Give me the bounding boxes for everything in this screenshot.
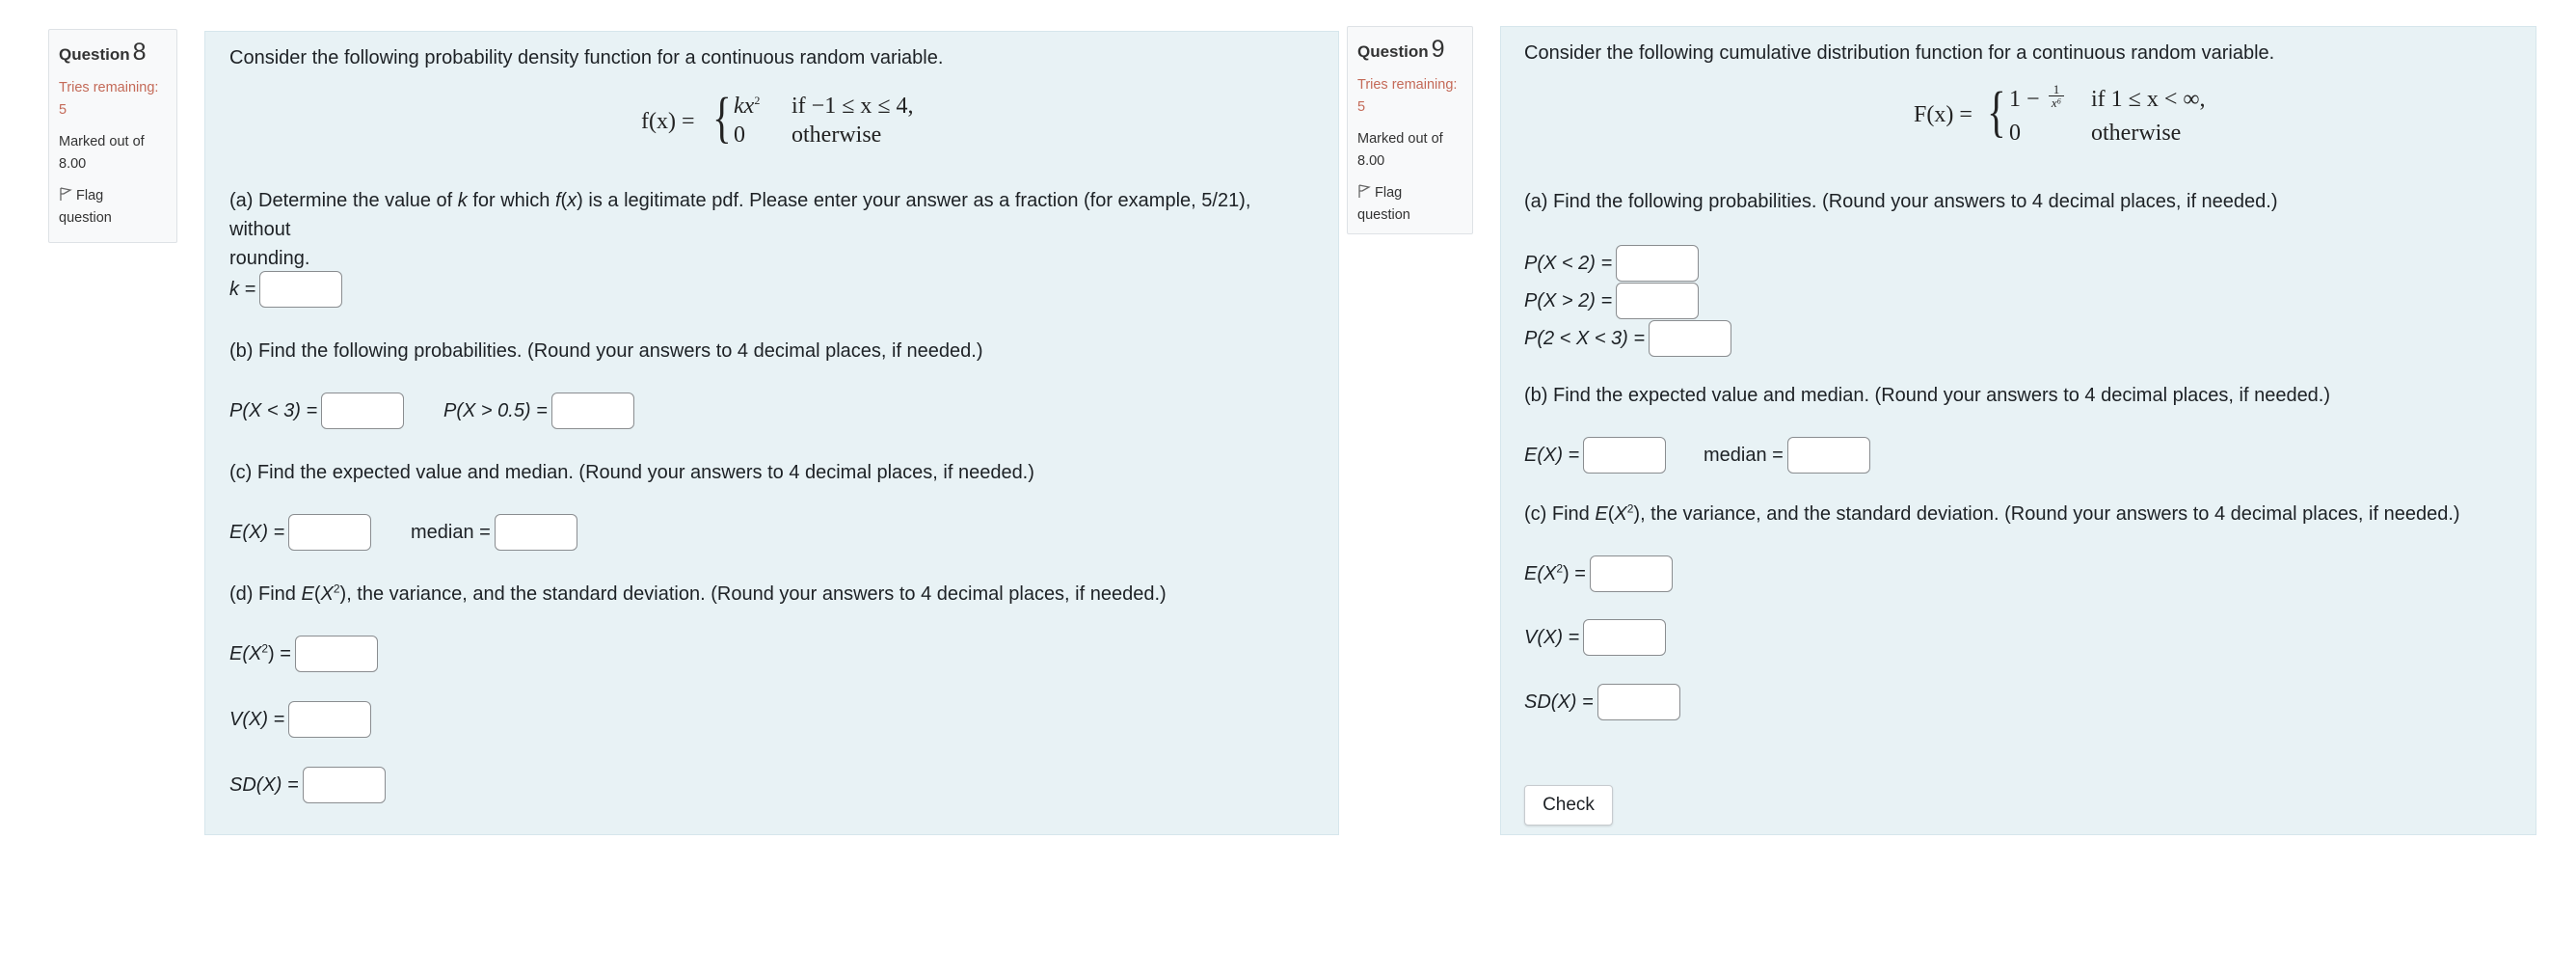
label: ) = (1563, 563, 1586, 584)
tries-value: 5 (1357, 99, 1366, 115)
text: is a legitimate pdf. Please enter your answer as a fraction (for example, 5/21), without (229, 190, 1251, 240)
p-gt-05-input[interactable] (551, 393, 634, 429)
q9-median-field (1704, 437, 1870, 474)
text: (d) Find (229, 583, 302, 605)
var-x: X (320, 583, 334, 605)
tries-value: 5 (59, 102, 67, 118)
formula-case2-cond: otherwise (792, 122, 882, 148)
q9-ex-field (1524, 437, 1666, 474)
formula-case2-expr: 0 (734, 122, 745, 148)
check-button[interactable]: Check (1524, 785, 1613, 826)
q9-content-panel (1500, 26, 2536, 835)
exp: 2 (1626, 501, 1634, 516)
vx-label: V(X) = (1524, 627, 1580, 648)
exp: 2 (1556, 561, 1564, 576)
q9-part-c-text: (c) Find $E(X^2)$, the variance, and the standard deviation. (Round your answers to 4 decimal places, if needed.) (1524, 501, 2460, 525)
q9-question-number (1357, 36, 1462, 63)
p-lt-3-input[interactable] (321, 393, 404, 429)
p-gt-05-label: P(X > 0.5) = (443, 400, 548, 421)
sdx-label: SD(X) = (229, 774, 299, 796)
vx-input[interactable] (288, 701, 371, 738)
q8-sdx-field (229, 767, 386, 803)
var-x: x (567, 190, 577, 211)
marked-label: Marked out of (59, 134, 145, 149)
q9-p-gt-2-field (1524, 283, 1699, 319)
tries-label: Tries remaining: (59, 80, 159, 95)
label: ) = (268, 643, 291, 664)
q8-vx-field (229, 701, 371, 738)
p-2-to-3-input[interactable] (1649, 320, 1731, 357)
q8-p-lt-3-field (229, 393, 404, 429)
q8-ex2-field (229, 636, 378, 672)
formula-lhs: F(x) = (1914, 102, 1972, 127)
flag-label-2: question (1357, 207, 1410, 223)
q8-part-d-text: (d) Find $E(X^2)$, the variance, and the standard deviation. (Round your answers to 4 decimal places, if needed.) (229, 582, 1167, 605)
formula-case2-expr: 0 (2009, 121, 2021, 146)
q9-marked-out-of (1357, 128, 1462, 173)
vx-label: V(X) = (229, 709, 285, 730)
q8-p-gt-05-field (443, 393, 634, 429)
flag-icon (59, 187, 72, 202)
text: rounding. (229, 248, 310, 269)
ex2-label (229, 639, 291, 668)
formula-brace: { (712, 86, 732, 149)
q8-ex-field (229, 514, 371, 551)
formula-case2-cond: otherwise (2091, 121, 2182, 146)
tries-label: Tries remaining: (1357, 77, 1458, 93)
var-k: k (457, 190, 468, 211)
p-gt-2-label: P(X > 2) = (1524, 290, 1613, 311)
denominator: x⁶ (2051, 95, 2062, 110)
q9-cdf-formula (1914, 80, 2241, 157)
text: (a) Determine the value of (229, 190, 458, 211)
q8-part-a-text: (a) Determine the value of k for which f(x) is a legitimate pdf. Please enter your answer as a fraction (for example, 5/21), without rounding. (229, 190, 1251, 269)
sdx-label: SD(X) = (1524, 691, 1594, 713)
exp: 2 (333, 582, 340, 596)
flag-label-2: question (59, 210, 112, 226)
q8-question-number (59, 41, 167, 66)
p-lt-2-input[interactable] (1616, 245, 1699, 282)
vx-input[interactable] (1583, 619, 1666, 656)
question-number: 9 (1431, 36, 1445, 63)
question-number: 8 (132, 39, 147, 66)
q9-p-2-to-3-field (1524, 320, 1731, 357)
text: (c) Find (1524, 503, 1596, 525)
var-f: f (554, 190, 561, 211)
case1-expr: kx (734, 94, 755, 119)
q9-flag-question-button[interactable] (1357, 182, 1462, 227)
formula-brace: { (1987, 80, 2006, 143)
q9-tries-remaining (1357, 74, 1462, 119)
sdx-input[interactable] (303, 767, 386, 803)
q9-ex2-field (1524, 555, 1673, 592)
q8-flag-question-button[interactable] (59, 185, 167, 230)
marked-value: 8.00 (59, 156, 87, 172)
label: E(X (1524, 563, 1557, 584)
ex2-input[interactable] (1590, 555, 1673, 592)
median-input[interactable] (1787, 437, 1870, 474)
flag-label: Flag (76, 188, 104, 203)
q8-part-b-text: (b) Find the following probabilities. (Round your answers to 4 decimal places, if needed.) (229, 340, 983, 362)
ex-label: E(X) = (229, 522, 285, 543)
q8-info-box (48, 29, 177, 243)
ex-label: E(X) = (1524, 445, 1580, 466)
var-x: X (1614, 503, 1627, 525)
marked-label: Marked out of (1357, 131, 1443, 147)
ex-input[interactable] (1583, 437, 1666, 474)
q9-intro-text: Consider the following cumulative distribution function for a continuous random variable. (1524, 42, 2275, 64)
p-lt-3-label: P(X < 3) = (229, 400, 318, 421)
p-2-to-3-label: P(2 < X < 3) = (1524, 328, 1646, 349)
formula-lhs: f(x) = (641, 109, 695, 134)
formula-case1-expr (734, 92, 760, 121)
q8-content-panel (204, 31, 1339, 835)
text: , the variance, and the standard deviation. (Round your answers to 4 decimal places, if needed.) (346, 583, 1167, 605)
q8-tries-remaining (59, 77, 167, 122)
ex-input[interactable] (288, 514, 371, 551)
q8-pdf-formula (641, 86, 969, 159)
p-gt-2-input[interactable] (1616, 283, 1699, 319)
flag-label: Flag (1375, 185, 1403, 201)
q9-part-b-text: (b) Find the expected value and median. (Round your answers to 4 decimal places, if needed.) (1524, 385, 2331, 406)
q9-part-a-text: (a) Find the following probabilities. (Round your answers to 4 decimal places, if needed.) (1524, 191, 2278, 212)
text: for which (467, 190, 555, 211)
p-lt-2-label: P(X < 2) = (1524, 253, 1613, 274)
median-input[interactable] (495, 514, 577, 551)
q8-marked-out-of (59, 131, 167, 176)
formula-case1-expr: 1 − (2009, 87, 2040, 112)
var-e: E (301, 583, 314, 605)
case1-exp: 2 (754, 94, 761, 107)
q8-part-c-text: (c) Find the expected value and median. (Round your answers to 4 decimal places, if needed.) (229, 462, 1034, 483)
q9-vx-field (1524, 619, 1666, 656)
median-label: median = (411, 522, 491, 543)
question-label: Question (1357, 42, 1429, 61)
var-e: E (1595, 503, 1608, 525)
q9-p-lt-2-field (1524, 245, 1699, 282)
median-label: median = (1704, 445, 1784, 466)
q8-intro-text: Consider the following probability density function for a continuous random variable. (229, 47, 944, 68)
q9-sdx-field (1524, 684, 1680, 720)
formula-case1-cond: if 1 ≤ x < ∞, (2091, 87, 2206, 112)
sdx-input[interactable] (1597, 684, 1680, 720)
formula-case1-fraction (2049, 83, 2064, 109)
marked-value: 8.00 (1357, 153, 1385, 169)
flag-icon (1357, 184, 1371, 199)
numerator: 1 (2049, 83, 2064, 96)
text: , the variance, and the standard deviation. (Round your answers to 4 decimal places, if needed.) (1640, 503, 2460, 525)
ex2-label (1524, 559, 1586, 588)
q9-info-box (1347, 26, 1473, 234)
exp: 2 (261, 641, 269, 656)
k-label: k = (229, 279, 256, 300)
k-input[interactable] (259, 271, 342, 308)
q8-median-field (411, 514, 577, 551)
q8-k-field (229, 271, 342, 308)
formula-case1-cond: if −1 ≤ x ≤ 4, (792, 94, 914, 119)
question-label: Question (59, 45, 130, 64)
label: E(X (229, 643, 262, 664)
ex2-input[interactable] (295, 636, 378, 672)
